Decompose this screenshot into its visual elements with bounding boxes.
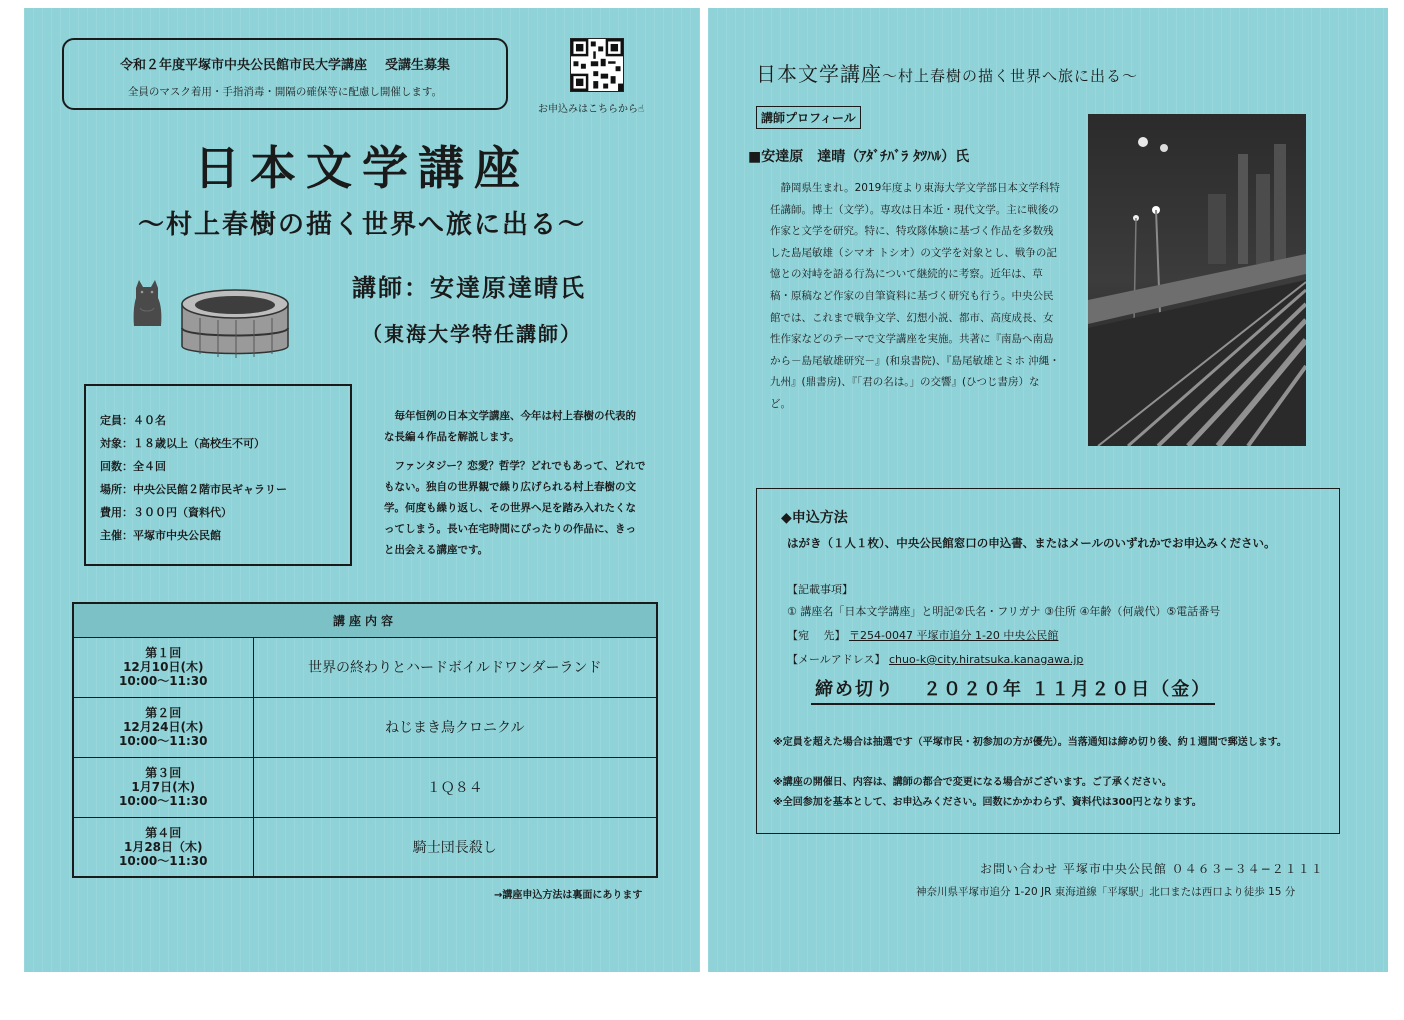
mail-label: 【メールアドレス】 — [787, 653, 886, 666]
qr-caption: お申込みはこちらから☝ — [538, 104, 645, 115]
back-title-sub: 〜村上春樹の描く世界へ旅に出る〜 — [882, 67, 1139, 85]
session-number: 第３回 — [145, 766, 182, 780]
profile-bio: 静岡県生まれ。2019年度より東海大学文学部日本文学科特任講師。博士（文学）。専攻は日本近・現代文学。主に戦後の作家と文学を研究。特に、特攻隊体験に基づく作品を多数残した島尾敏雄（シマオ トシオ）の文学を対象とし、戦争の記憶との対峙を語る行為について継続的に考察。近年は、草稿・原稿など作家の自筆資料に基づく研究も行う。中央公民館では、これまで戦争文学、幻想小説、都市、高度成長、女性作家などのテーマで文学講座を実施。共著に『南島へ南島から－島尾敏雄研究－』(和泉書院)、『島尾敏雄とミホ 沖縄・九州』(鼎書房)、『「君の名は。」の交響』(ひつじ書房）など。 — [770, 182, 1060, 410]
apply-heading: ◆申込方法 — [781, 510, 848, 526]
front-page — [24, 8, 700, 972]
deadline-label: 締め切り — [815, 679, 895, 700]
header-line-1 — [64, 54, 506, 73]
session-date: 12月10日(木) — [123, 660, 204, 674]
session-number: 第２回 — [145, 706, 182, 720]
access-info: 神奈川県平塚市追分 1-20 JR 東海道線「平塚駅」北口または西口より徒歩 15 分 — [916, 886, 1296, 898]
schedule-table — [72, 602, 658, 878]
schedule-header: 講座内容 — [73, 603, 657, 637]
table-row — [73, 757, 657, 817]
back-page-title — [756, 58, 1138, 87]
application-box — [756, 488, 1340, 834]
info-capacity: 定員：４０名 — [100, 414, 166, 427]
back-page — [708, 8, 1388, 972]
page-subtitle: 〜村上春樹の描く世界へ旅に出る〜 — [137, 210, 586, 240]
info-organizer: 主催：平塚市中央公民館 — [100, 529, 221, 542]
pointer-hand-icon: ☝ — [638, 104, 645, 115]
contact-info: お問い合わせ 平塚市中央公民館 ０４６３−３４−２１１１ — [980, 862, 1324, 876]
profile-name: ■安達原 達晴（ｱﾀﾞﾁﾊﾞﾗ ﾀﾂﾊﾙ）氏 — [748, 149, 970, 165]
night-city-photo — [1088, 114, 1306, 446]
qr-code-icon[interactable] — [570, 38, 624, 92]
session-title: 世界の終わりとハードボイルドワンダーランド — [253, 637, 657, 697]
session-time: 10:00〜11:30 — [119, 734, 208, 748]
intro-paragraph: ファンタジー？恋愛？哲学？どれでもあって、どれでもない。独自の世界観で繰り広げられる村上春樹の文学。何度も繰り返し、その世界へ足を踏み入れたくなってしまう。長い在宅時間にぴったりの作品に、きっと出会える講座です。 — [384, 460, 646, 556]
course-introduction — [384, 406, 646, 569]
session-number: 第４回 — [145, 825, 182, 840]
note-fee: ※全回参加を基本として、お申込みください。回数にかかわらず、資料代は300円となります。 — [773, 797, 1202, 808]
see-reverse-note: →講座申込方法は裏面にあります — [494, 890, 643, 901]
session-date-cell — [73, 637, 253, 697]
session-time: 10:00〜11:30 — [119, 674, 208, 688]
session-date-cell — [73, 697, 253, 757]
recruitment-header-box — [62, 38, 508, 110]
info-venue: 場所：中央公民館２階市民ギャラリー — [100, 483, 287, 496]
mail-line — [787, 651, 1083, 667]
address-label: 【宛 先】 — [787, 629, 846, 642]
session-date: 12月24日(木) — [123, 720, 204, 734]
note-lottery: ※定員を超えた場合は抽選です（平塚市民・初参加の方が優先）。当落通知は締め切り後、約１週間で郵送します。 — [773, 737, 1287, 748]
info-eligibility: 対象：１８歳以上（高校生不可） — [100, 437, 265, 450]
table-row — [73, 637, 657, 697]
session-time: 10:00〜11:30 — [119, 853, 208, 868]
cat-figure-icon — [130, 278, 164, 328]
note-schedule-change: ※講座の開催日、内容は、講師の都合で変更になる場合がございます。ご了承ください。 — [773, 777, 1172, 788]
recruiting-badge: 受講生募集 — [385, 58, 451, 73]
table-row — [73, 817, 657, 877]
address-value: 〒254-0047 平塚市追分 1-20 中央公民館 — [849, 629, 1059, 642]
profile-label: 講師プロフィール — [756, 106, 861, 129]
table-row — [73, 697, 657, 757]
course-info-box — [84, 384, 352, 566]
session-time: 10:00〜11:30 — [119, 794, 208, 808]
address-line — [787, 627, 1058, 643]
entries-heading: 【記載事項】 — [787, 583, 853, 596]
session-date: 1月28日（木) — [123, 839, 203, 854]
session-date-cell — [73, 757, 253, 817]
intro-paragraph: 毎年恒例の日本文学講座、今年は村上春樹の代表的な長編４作品を解説します。 — [384, 410, 636, 443]
session-date-cell — [73, 817, 253, 877]
wooden-well-icon — [176, 284, 294, 364]
apply-methods: はがき（１人１枚）、中央公民館窓口の申込書、またはメールのいずれかでお申込みください。 — [787, 536, 1276, 550]
page-title: 日本文学講座 — [194, 141, 530, 195]
lecturer-name: 講師：安達原達晴氏 — [352, 273, 586, 302]
session-number: 第１回 — [145, 646, 182, 660]
info-fee: 費用：３００円（資料代） — [100, 506, 232, 519]
deadline-date: ２０２０年 １１月２０日（金） — [923, 679, 1212, 700]
course-series-name: 令和２年度平塚市中央公民館市民大学講座 — [119, 58, 367, 73]
session-title: １Ｑ８４ — [253, 757, 657, 817]
session-date: 1月7日(木) — [131, 780, 196, 794]
deadline — [811, 675, 1215, 705]
entries-items: ① 講座名「日本文学講座」と明記②氏名・フリガナ ③住所 ④年齢（何歳代）⑤電話番号 — [787, 605, 1221, 618]
session-title: 騎士団長殺し — [253, 817, 657, 877]
lecturer-affiliation: （東海大学特任講師） — [362, 322, 582, 346]
info-sessions: 回数：全４回 — [100, 460, 166, 473]
mail-address-link[interactable]: chuo-k@city.hiratsuka.kanagawa.jp — [888, 653, 1084, 666]
back-title-main: 日本文学講座 — [756, 62, 882, 86]
session-title: ねじまき鳥クロニクル — [253, 697, 657, 757]
covid-notice: 全員のマスク着用・手指消毒・開隔の確保等に配慮し開催します。 — [127, 86, 443, 98]
